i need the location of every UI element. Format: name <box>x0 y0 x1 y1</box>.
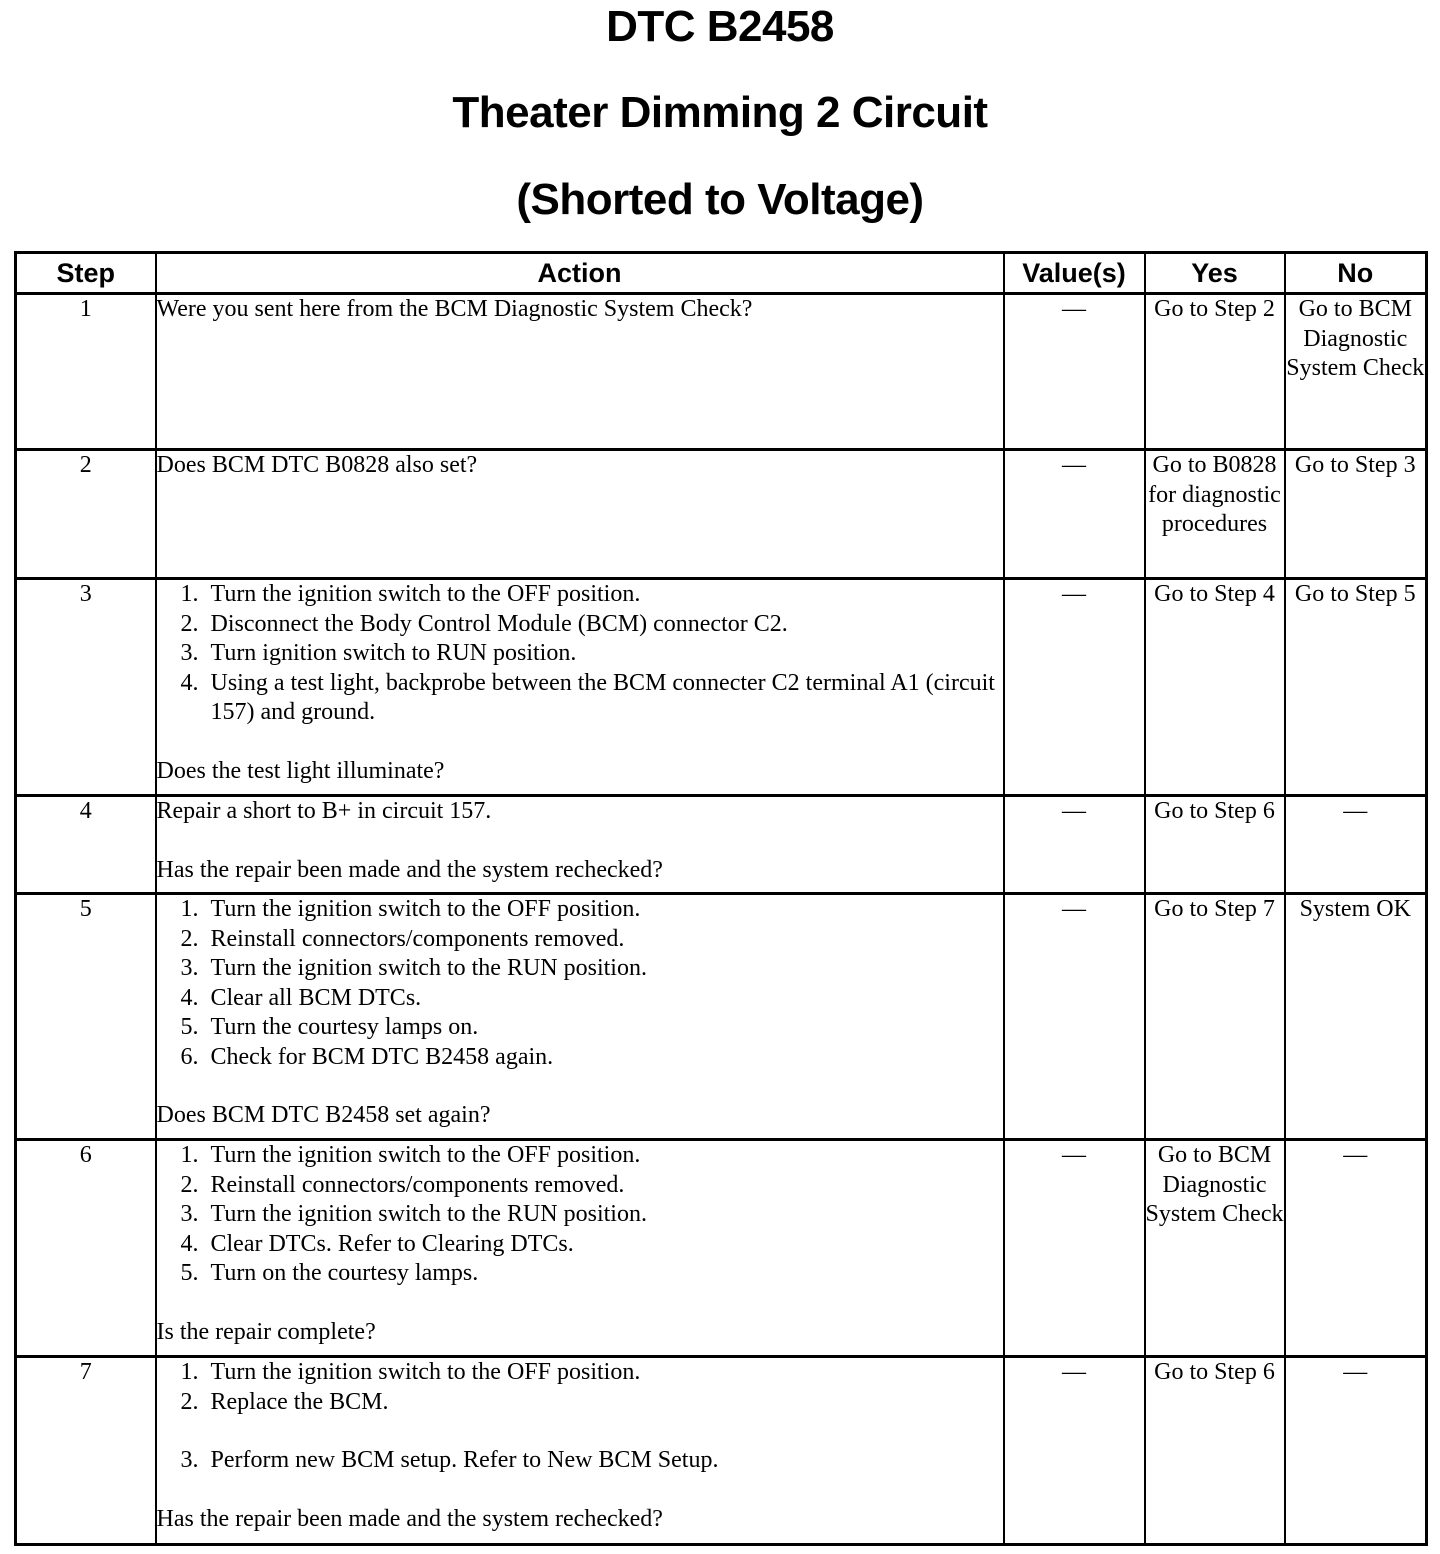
step-number: 4 <box>16 796 156 894</box>
header-step: Step <box>16 253 156 294</box>
value-cell: — <box>1004 1357 1145 1545</box>
table-row <box>16 894 1427 1140</box>
header-action: Action <box>156 253 1004 294</box>
value-cell: — <box>1004 579 1145 796</box>
no-cell: Go to Step 3 <box>1285 450 1427 579</box>
list-item: 5. Turn the courtesy lamps on. <box>180 1014 479 1040</box>
action-question: Does BCM DTC B2458 set again? <box>156 1102 491 1128</box>
header-value: Value(s) <box>1004 253 1145 294</box>
table-row <box>16 1357 1427 1545</box>
yes-cell: Go to B0828 for diagnostic procedures <box>1145 450 1285 579</box>
no-cell: Go to BCM Diagnostic System Check <box>1285 294 1427 450</box>
value-cell: — <box>1004 894 1145 1140</box>
yes-cell: Go to Step 2 <box>1145 294 1285 450</box>
list-item: 2. Reinstall connectors/components removed. <box>180 1171 625 1198</box>
no-cell: — <box>1285 1140 1427 1357</box>
yes-cell: Go to Step 7 <box>1145 894 1285 1140</box>
step-number: 2 <box>16 450 156 579</box>
list-item: 5. Turn on the courtesy lamps. <box>180 1260 479 1286</box>
list-item: 3. Perform new BCM setup. Refer to New BCM Setup. <box>180 1447 719 1473</box>
action-cell <box>156 894 1004 1140</box>
list-item: 1. Turn the ignition switch to the OFF position. <box>180 581 641 607</box>
table-row <box>16 1140 1427 1357</box>
value-cell: — <box>1004 450 1145 579</box>
step-number: 1 <box>16 294 156 450</box>
list-item: 1. Turn the ignition switch to the OFF position. <box>180 896 641 922</box>
dtc-condition-title: (Shorted to Voltage) <box>516 175 924 224</box>
action-question: Does BCM DTC B0828 also set? <box>156 452 478 478</box>
list-item: 2. Replace the BCM. <box>180 1388 389 1415</box>
step-number: 5 <box>16 894 156 1140</box>
no-cell: — <box>1285 1357 1427 1545</box>
no-cell: Go to Step 5 <box>1285 579 1427 796</box>
value-cell: — <box>1004 1140 1145 1357</box>
action-cell <box>156 450 1004 579</box>
table-row <box>16 796 1427 894</box>
action-cell <box>156 1357 1004 1545</box>
action-cell <box>156 1140 1004 1357</box>
diagnostic-table <box>14 251 1428 1546</box>
list-item: 2. Reinstall connectors/components removed. <box>180 925 625 952</box>
action-instruction: Repair a short to B+ in circuit 157. <box>156 798 492 824</box>
value-cell: — <box>1004 294 1145 450</box>
list-item: 3. Turn the ignition switch to the RUN position. <box>180 955 647 981</box>
procedure-list <box>157 580 1003 728</box>
header-yes: Yes <box>1145 253 1285 294</box>
action-question: Is the repair complete? <box>156 1318 376 1345</box>
no-cell: System OK <box>1285 894 1427 1140</box>
dtc-description-title: Theater Dimming 2 Circuit <box>452 88 988 137</box>
table-row <box>16 579 1427 796</box>
list-item: 2. Disconnect the Body Control Module (BCM) connector C2. <box>180 610 788 637</box>
procedure-list <box>157 895 1003 1072</box>
action-question: Does the test light illuminate? <box>156 757 445 784</box>
table-header-row <box>16 253 1427 294</box>
action-question: Were you sent here from the BCM Diagnostic System Check? <box>156 296 753 322</box>
dtc-code-title: DTC B2458 <box>606 2 834 51</box>
yes-cell: Go to Step 6 <box>1145 796 1285 894</box>
step-number: 6 <box>16 1140 156 1357</box>
action-cell <box>156 579 1004 796</box>
action-cell <box>156 294 1004 450</box>
list-item: 3. Turn ignition switch to RUN position. <box>180 640 577 666</box>
action-question: Has the repair been made and the system rechecked? <box>156 1505 663 1532</box>
yes-cell: Go to Step 6 <box>1145 1357 1285 1545</box>
table-row <box>16 294 1427 450</box>
action-question: Has the repair been made and the system rechecked? <box>156 856 663 883</box>
header-no: No <box>1285 253 1427 294</box>
yes-cell: Go to Step 4 <box>1145 579 1285 796</box>
procedure-list <box>157 1141 1003 1289</box>
step-number: 3 <box>16 579 156 796</box>
procedure-list <box>157 1358 1003 1476</box>
list-item: 4. Using a test light, backprobe between the BCM connecter C2 terminal A1 (circuit 157) and ground. <box>180 669 995 725</box>
list-item: 3. Turn the ignition switch to the RUN position. <box>180 1201 647 1227</box>
no-cell: — <box>1285 796 1427 894</box>
yes-cell: Go to BCM Diagnostic System Check <box>1145 1140 1285 1357</box>
step-number: 7 <box>16 1357 156 1545</box>
list-item: 1. Turn the ignition switch to the OFF position. <box>180 1142 641 1168</box>
list-item: 6. Check for BCM DTC B2458 again. <box>180 1043 554 1070</box>
list-item: 4. Clear DTCs. Refer to Clearing DTCs. <box>180 1230 574 1257</box>
action-cell <box>156 796 1004 894</box>
table-row <box>16 450 1427 579</box>
list-item: 4. Clear all BCM DTCs. <box>180 984 422 1011</box>
list-item: 1. Turn the ignition switch to the OFF position. <box>180 1359 641 1385</box>
value-cell: — <box>1004 796 1145 894</box>
